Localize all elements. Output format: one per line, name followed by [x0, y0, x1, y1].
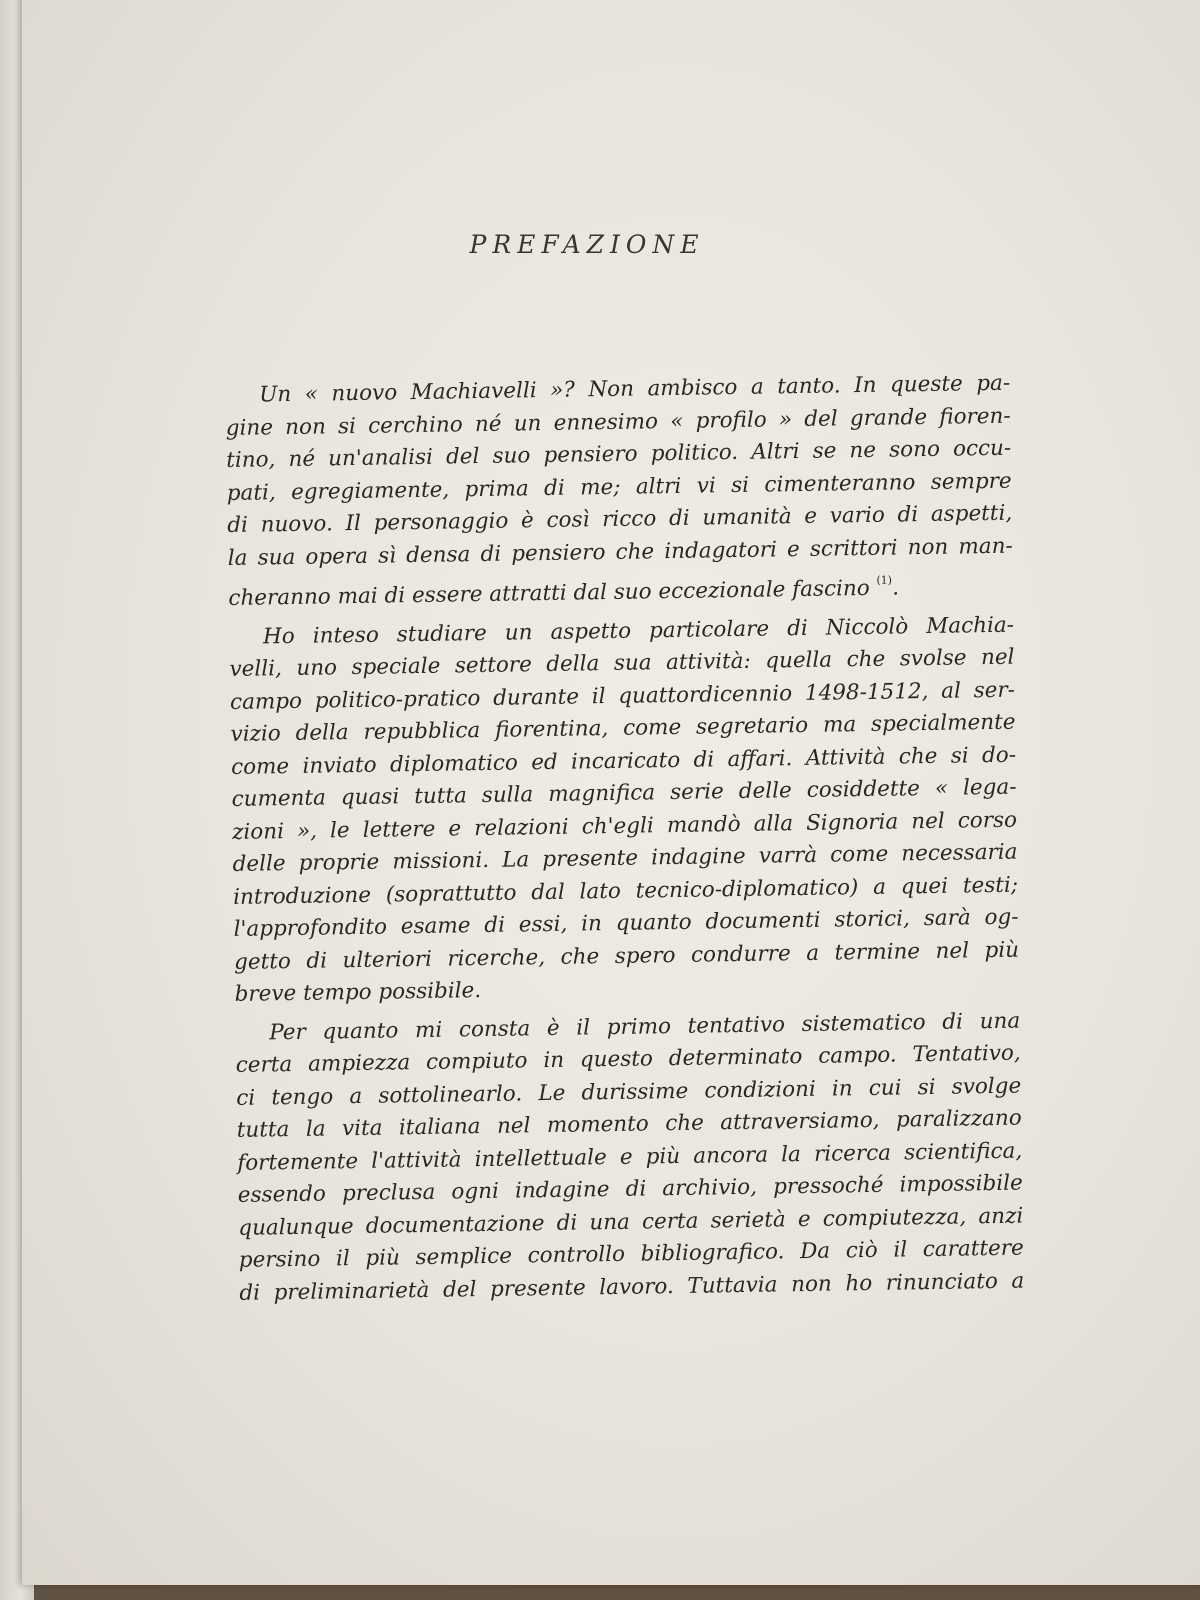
paragraph-2 [229, 609, 1020, 1011]
text-line: pati, egregiamente, prima di me; altri vi si cimenteranno sempre [226, 468, 1012, 506]
text-line: certa ampiezza compiuto in questo determinato campo. Tentativo, [235, 1040, 1021, 1078]
book-page [22, 0, 1200, 1585]
text-line: cumenta quasi tutta sulla magnifica serie delle cosiddette « lega- [231, 774, 1017, 812]
text-line: essendo preclusa ogni indagine di archivio, pressoché impossibile [237, 1170, 1023, 1208]
footnote-marker: (1) [876, 573, 893, 587]
text-line: Per quanto mi consta è il primo tentativo sistematico di una [269, 1008, 1021, 1045]
text-line: ci tengo a sottolinearlo. Le durissime condizioni in cui si svolge [236, 1073, 1022, 1111]
text-line: come inviato diplomatico ed incaricato di affari. Attività che si do- [230, 742, 1017, 780]
text-line: getto di ulteriori ricerche, che spero condurre a termine nel più [233, 937, 1020, 975]
text-line: persino il più semplice controllo bibliografico. Da ciò il carattere [238, 1235, 1024, 1273]
text-line: introduzione (soprattutto dal lato tecnico-diplomatico) a quei testi; [232, 872, 1019, 910]
paragraph-1 [225, 368, 1014, 616]
sentence-end: . [891, 575, 900, 601]
text-line: l'approfondito esame di essi, in quanto documenti storici, sarà og- [233, 904, 1019, 942]
text-line: vizio della repubblica fiorentina, come segretario ma specialmente [230, 709, 1016, 747]
text-line: delle proprie missioni. La presente indagine varrà come necessaria [232, 839, 1018, 877]
text-line: breve tempo possibile. [234, 978, 482, 1007]
text-line: qualunque documentazione di una certa serietà e compiutezza, anzi [238, 1203, 1024, 1241]
text-line: Un « nuovo Machiavelli »? Non ambisco a tanto. In queste pa- [259, 370, 1011, 408]
text-line: cheranno mai di essere attratti dal suo eccezionale fascino [228, 575, 870, 611]
paragraph-3 [235, 1005, 1024, 1310]
text-line: la sua opera sì densa di pensiero che indagatori e scrittori non man- [227, 533, 1013, 571]
text-line: Ho inteso studiare un aspetto particolare di Niccolò Machia- [262, 612, 1015, 649]
page-heading: PREFAZIONE [469, 230, 705, 259]
text-line: di preliminarietà del presente lavoro. Tuttavia non ho rinunciato a [239, 1268, 1025, 1306]
text-line: tutta la vita italiana nel momento che attraversiamo, paralizzano [236, 1105, 1022, 1143]
text-line: fortemente l'attività intellettuale e più ancora la ricerca scientifica, [237, 1138, 1023, 1176]
text-line: campo politico-pratico durante il quattordicennio 1498-1512, al ser- [229, 677, 1016, 715]
text-line: di nuovo. Il personaggio è così ricco di umanità e vario di aspetti, [227, 500, 1013, 538]
text-line: tino, né un'analisi del suo pensiero politico. Altri se ne sono occu- [226, 435, 1012, 473]
text-line: zioni », le lettere e relazioni ch'egli mandò alla Signoria nel corso [231, 807, 1018, 845]
text-line: gine non si cerchino né un ennesimo « profilo » del grande fioren- [225, 403, 1011, 441]
text-line: velli, uno speciale settore della sua attività: quella che svolse nel [229, 644, 1015, 682]
preface-body [225, 368, 1025, 1310]
